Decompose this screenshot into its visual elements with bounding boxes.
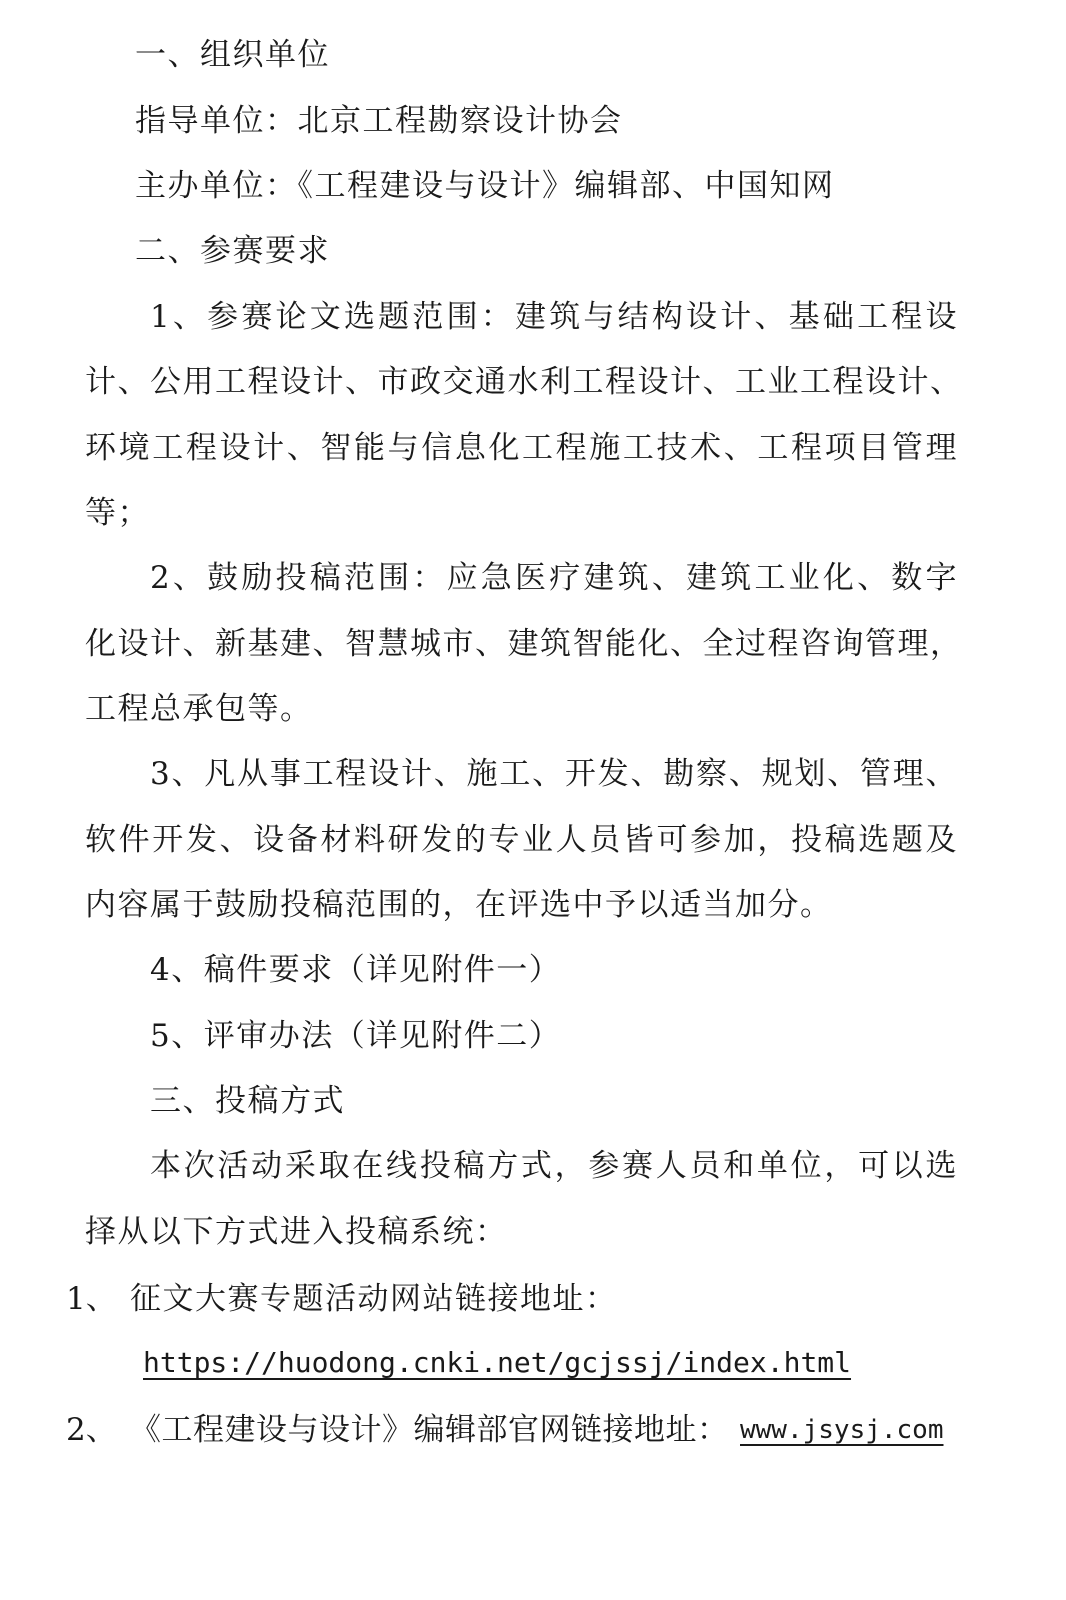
option2-number: 2、 [66, 1412, 117, 1448]
item3-line-3: 内容属于鼓励投稿范围的，在评选中予以适当加分。 [85, 887, 833, 923]
section2-heading: 二、参赛要求 [135, 233, 330, 269]
item4-line: 4、稿件要求（详见附件一） [150, 952, 562, 988]
item1-line-1: 1、参赛论文选题范围：建筑与结构设计、基础工程设 [150, 299, 958, 335]
item1-line-3: 环境工程设计、智能与信息化工程施工技术、工程项目管理 [85, 430, 958, 466]
item1-line-4: 等； [85, 495, 150, 531]
item1-line-2: 计、公用工程设计、市政交通水利工程设计、工业工程设计、 [85, 364, 963, 400]
host-unit-line: 主办单位：《工程建设与设计》编辑部、中国知网 [135, 168, 835, 204]
option2-label: 《工程建设与设计》编辑部官网链接地址： [130, 1412, 729, 1448]
option1-label: 征文大赛专题活动网站链接地址： [130, 1281, 618, 1317]
section3-heading: 三、投稿方式 [150, 1083, 345, 1119]
item2-line-1: 2、鼓励投稿范围：应急医疗建筑、建筑工业化、数字 [150, 560, 958, 596]
option1-link[interactable]: https://huodong.cnki.net/gcjssj/index.html [143, 1346, 852, 1379]
section3-intro-line-2: 择从以下方式进入投稿系统： [85, 1214, 508, 1250]
section3-intro-line-1: 本次活动采取在线投稿方式，参赛人员和单位，可以选 [150, 1148, 958, 1184]
item2-line-3: 工程总承包等。 [85, 691, 313, 727]
item5-line: 5、评审办法（详见附件二） [150, 1018, 562, 1054]
item3-line-2: 软件开发、设备材料研发的专业人员皆可参加，投稿选题及 [85, 822, 958, 858]
section1-heading: 一、组织单位 [135, 37, 330, 73]
option2-link[interactable]: www.jsysj.com [740, 1415, 944, 1445]
item2-line-2: 化设计、新基建、智慧城市、建筑智能化、全过程咨询管理， [85, 626, 963, 662]
option1-number: 1、 [66, 1281, 117, 1317]
guide-unit-line: 指导单位：北京工程勘察设计协会 [135, 103, 623, 139]
item3-line-1: 3、凡从事工程设计、施工、开发、勘察、规划、管理、 [150, 756, 958, 792]
